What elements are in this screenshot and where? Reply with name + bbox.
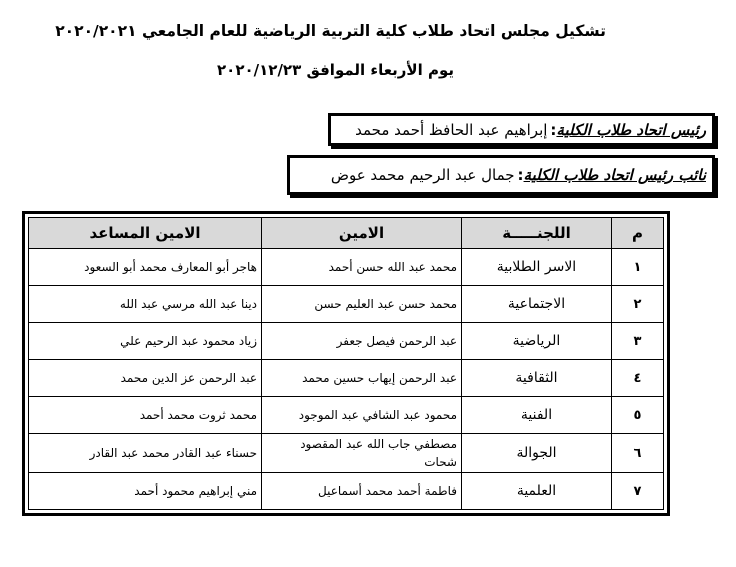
row-committee: الاجتماعية bbox=[462, 286, 612, 323]
row-secretary: عبد الرحمن فيصل جعفر bbox=[262, 323, 462, 360]
row-secretary: محمد حسن عبد العليم حسن bbox=[262, 286, 462, 323]
row-assistant: محمد ثروت محمد أحمد bbox=[29, 397, 262, 434]
row-committee: الثقافية bbox=[462, 360, 612, 397]
president-name: إبراهيم عبد الحافظ أحمد محمد bbox=[355, 120, 548, 139]
table-row bbox=[29, 286, 664, 323]
row-assistant: عبد الرحمن عز الدين محمد bbox=[29, 360, 262, 397]
row-assistant: زياد محمود عبد الرحيم علي bbox=[29, 323, 262, 360]
row-secretary: عبد الرحمن إيهاب حسين محمد bbox=[262, 360, 462, 397]
header-committee: اللجنـــــة bbox=[462, 218, 612, 249]
date-subtitle: يوم الأربعاء الموافق ٢٠٢٠/١٢/٢٣ bbox=[217, 61, 454, 79]
row-assistant: هاجر أبو المعارف محمد أبو السعود bbox=[29, 249, 262, 286]
row-committee: الفنية bbox=[462, 397, 612, 434]
header-assistant: الامين المساعد bbox=[29, 218, 262, 249]
row-committee: الجوالة bbox=[462, 434, 612, 473]
vice-president-name: جمال عبد الرحيم محمد عوض bbox=[330, 166, 515, 184]
vice-president-colon: : bbox=[517, 166, 524, 184]
president-box bbox=[328, 113, 715, 146]
row-secretary: محمد عبد الله حسن أحمد bbox=[262, 249, 462, 286]
committee-table bbox=[28, 217, 664, 510]
table-row bbox=[29, 323, 664, 360]
row-committee: العلمية bbox=[462, 473, 612, 510]
row-num: ٦ bbox=[612, 434, 664, 473]
table-row bbox=[29, 434, 664, 473]
row-num: ٥ bbox=[612, 397, 664, 434]
row-assistant: دينا عبد الله مرسي عبد الله bbox=[29, 286, 262, 323]
row-secretary: مصطفي جاب الله عبد المقصود شحات bbox=[262, 434, 462, 473]
row-num: ١ bbox=[612, 249, 664, 286]
row-assistant: مني إبراهيم محمود أحمد bbox=[29, 473, 262, 510]
row-assistant: حسناء عبد القادر محمد عبد القادر bbox=[29, 434, 262, 473]
committee-table-frame bbox=[22, 211, 670, 516]
vice-president-box bbox=[287, 155, 715, 195]
row-committee: الرياضية bbox=[462, 323, 612, 360]
row-secretary: محمود عبد الشافي عبد الموجود bbox=[262, 397, 462, 434]
table-header-row bbox=[29, 218, 664, 249]
table-row bbox=[29, 473, 664, 510]
row-num: ٧ bbox=[612, 473, 664, 510]
president-colon: : bbox=[550, 120, 557, 139]
row-num: ٣ bbox=[612, 323, 664, 360]
page-title: تشكيل مجلس اتحاد طلاب كلية التربية الرياضية للعام الجامعي ٢٠٢٠/٢٠٢١ bbox=[55, 22, 606, 40]
row-secretary: فاطمة أحمد محمد أسماعيل bbox=[262, 473, 462, 510]
table-row bbox=[29, 249, 664, 286]
header-num: م bbox=[612, 218, 664, 249]
row-num: ٤ bbox=[612, 360, 664, 397]
header-secretary: الامين bbox=[262, 218, 462, 249]
vice-president-label: نائب رئيس اتحاد طلاب الكلية bbox=[523, 166, 706, 184]
table-row bbox=[29, 397, 664, 434]
row-num: ٢ bbox=[612, 286, 664, 323]
row-committee: الاسر الطلابية bbox=[462, 249, 612, 286]
president-label: رئيس اتحاد طلاب الكلية bbox=[556, 120, 706, 139]
table-row bbox=[29, 360, 664, 397]
